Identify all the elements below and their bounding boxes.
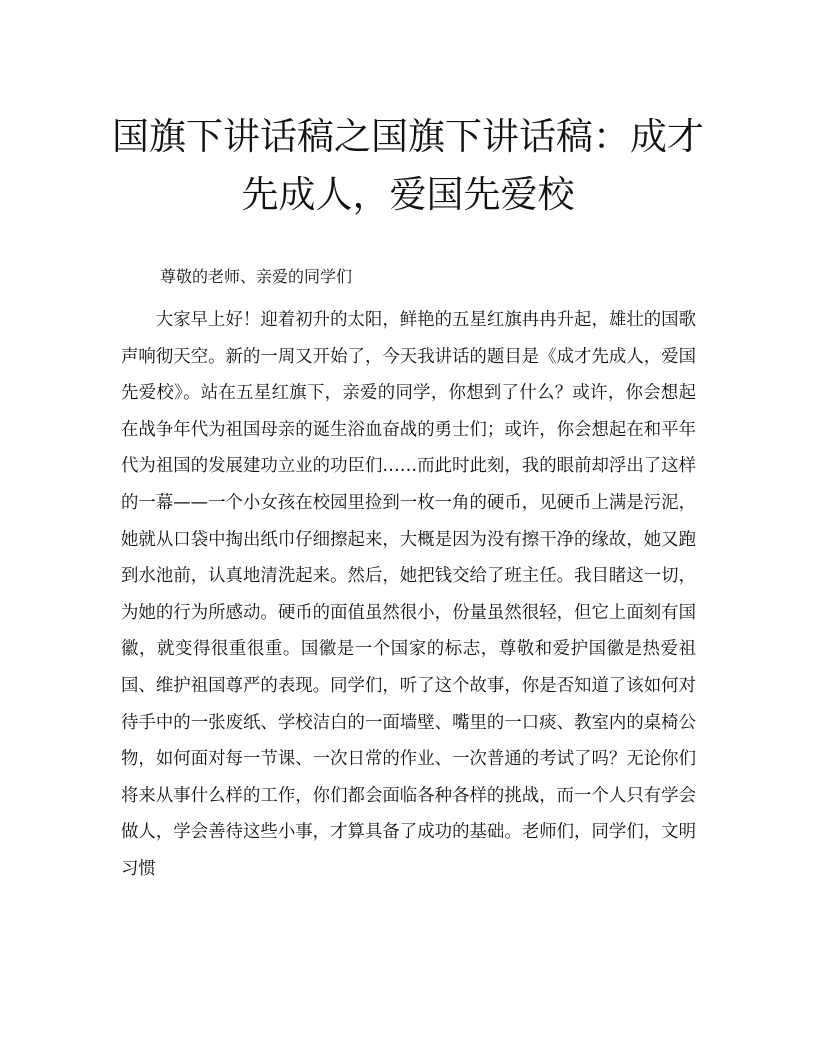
document-title: 国旗下讲话稿之国旗下讲话稿：成才先成人，爱国先爱校 xyxy=(112,115,704,216)
body-paragraph: 大家早上好！迎着初升的太阳，鲜艳的五星红旗冉冉升起，雄壮的国歌声响彻天空。新的一周又开始了，今天我讲话的题目是《成才先成人，爱国先爱校》。站在五星红旗下，亲爱的同学，你想到了什么？或许，你会想起在战争年代为祖国母亲的诞生浴血奋战的勇士们；或许，你会想起在和平年代为祖国的发展建功立业的功臣们……而此时此刻，我的眼前却浮出了这样的一幕——一个小女孩在校园里捡到一枚一角的硬币，见硬币上满是污泥，她就从口袋中掏出纸巾仔细擦起来，大概是因为没有擦干净的缘故，她又跑到水池前，认真地清洗起来。然后，她把钱交给了班主任。我目睹这一切，为她的行为所感动。硬币的面值虽然很小，份量虽然很轻，但它上面刻有国徽，就变得很重很重。国徽是一个国家的标志，尊敬和爱护国徽是热爱祖国、维护祖国尊严的表现。同学们，听了这个故事，你是否知道了该如何对待手中的一张废纸、学校洁白的一面墙壁、嘴里的一口痰、教室内的桌椅公物，如何面对每一节课、一次日常的作业、一次普通的考试了吗？无论你们将来从事什么样的工作，你们都会面临各种各样的挑战，而一个人只有学会做人，学会善待这些小事，才算具备了成功的基础。老师们，同学们，文明习惯 xyxy=(121,310,696,879)
salutation: 尊敬的老师、亲爱的同学们 xyxy=(160,267,353,286)
